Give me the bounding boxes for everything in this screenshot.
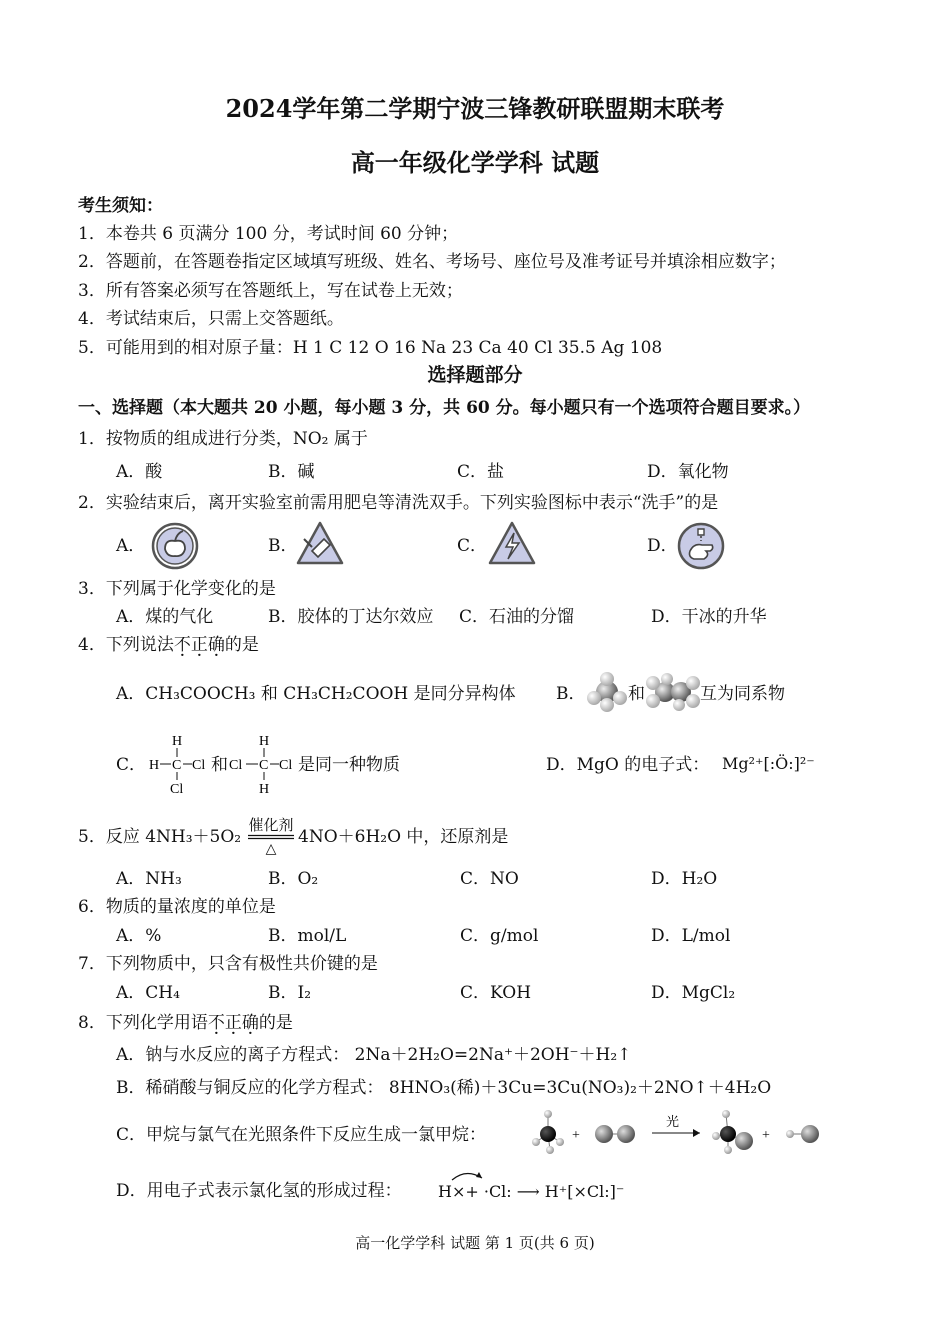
svg-text:C: C — [259, 758, 269, 773]
q7-option-b: B．I₂ — [268, 983, 312, 1003]
notice-heading: 考生须知： — [78, 196, 163, 216]
dichloromethane-structure-1 — [146, 732, 210, 798]
q4-option-b-and: 和 — [628, 684, 645, 704]
q8-option-c: C．甲烷与氯气在光照条件下反应生成一氯甲烷： — [116, 1125, 487, 1145]
q4-option-d: D．MgO 的电子式： — [546, 755, 710, 775]
q1-option-c: C．盐 — [457, 462, 505, 482]
q7-stem: 7．下列物质中，只含有极性共价键的是 — [78, 954, 378, 974]
apple-eating-icon — [150, 521, 200, 571]
notice-item: 1．本卷共 6 页满分 100 分，考试时间 60 分钟； — [78, 224, 459, 244]
q1-stem: 1．按物质的组成进行分类，NO₂ 属于 — [78, 429, 368, 449]
svg-text:H: H — [259, 782, 270, 797]
q2-stem: 2．实验结束后，离开实验室前需用肥皂等清洗双手。下列实验图标中表示“洗手”的是 — [78, 493, 719, 513]
q4-option-c-prefix: C． — [116, 755, 147, 775]
exam-title: 2024学年第二学期宁波三锋教研联盟期末联考 — [225, 94, 725, 123]
q3-option-d: D．干冰的升华 — [651, 607, 767, 627]
svg-text:Cl: Cl — [170, 782, 184, 797]
q5-option-b: B．O₂ — [268, 869, 319, 889]
q3-option-c: C．石油的分馏 — [459, 607, 575, 627]
svg-text:H: H — [149, 758, 160, 773]
q5-stem-prefix: 5．反应 4NH₃＋5O₂ — [78, 827, 242, 847]
notice-item: 3．所有答案必须写在答题纸上，写在试卷上无效； — [78, 281, 463, 301]
q4-option-b-suffix: 互为同系物 — [700, 684, 785, 704]
section-title: 选择题部分 — [427, 364, 523, 386]
q7-option-d: D．MgCl₂ — [651, 983, 736, 1003]
q6-option-d: D．L/mol — [651, 926, 731, 946]
q4-option-c-and: 和 — [211, 755, 228, 775]
q8-option-a: A．钠与水反应的离子方程式： 2Na＋2H₂O=2Na⁺＋2OH⁻＋H₂↑ — [116, 1045, 632, 1065]
mgo-electron-formula: Mg²⁺[:Ö:]²⁻ — [722, 754, 815, 773]
svg-text:H: H — [172, 734, 183, 749]
q3-option-a: A．煤的气化 — [116, 607, 214, 627]
q4-option-c-suffix: 是同一种物质 — [298, 755, 400, 775]
q3-stem: 3．下列属于化学变化的是 — [78, 579, 276, 599]
notice-item: 5．可能用到的相对原子量：H 1 C 12 O 16 Na 23 Ca 40 Cl 35.5 Ag 108 — [78, 338, 663, 358]
svg-text:Cl: Cl — [192, 758, 206, 773]
hcl-formation-formula: H×+ ·Cl: ⟶ H⁺[×Cl:]⁻ — [438, 1182, 625, 1201]
svg-text:+: + — [762, 1128, 770, 1143]
notice-item: 4．考试结束后，只需上交答题纸。 — [78, 309, 344, 329]
methane-ball-model-icon — [585, 670, 629, 714]
q5-option-a: A．NH₃ — [116, 869, 182, 889]
svg-text:C: C — [172, 758, 182, 773]
q8-stem: 8．下列化学用语不正确的是 — [78, 1013, 293, 1033]
exam-subtitle: 高一年级化学学科 试题 — [350, 148, 600, 177]
q6-option-a: A．% — [116, 926, 162, 946]
sharp-object-warning-icon — [294, 519, 346, 569]
q6-option-b: B．mol/L — [268, 926, 347, 946]
q1-option-b: B．碱 — [268, 462, 315, 482]
q7-option-a: A．CH₄ — [116, 983, 180, 1003]
q4-stem: 4．下列说法不正确的是 — [78, 635, 259, 655]
q6-stem: 6．物质的量浓度的单位是 — [78, 897, 276, 917]
q5-option-d: D．H₂O — [651, 869, 718, 889]
q4-option-b-prefix: B． — [556, 684, 586, 704]
svg-text:光: 光 — [666, 1115, 680, 1130]
q5-stem-suffix: 4NO＋6H₂O 中，还原剂是 — [298, 827, 509, 847]
electric-hazard-icon — [486, 519, 538, 569]
q1-option-d: D．氧化物 — [647, 462, 729, 482]
q7-option-c: C．KOH — [460, 983, 532, 1003]
q5-heat-symbol: △ — [265, 841, 277, 857]
q2-option-a: A． — [116, 536, 146, 556]
methane-chlorination-ball-diagram — [528, 1106, 828, 1158]
q5-catalyst-label: 催化剂 — [248, 816, 294, 834]
q3-option-b: B．胶体的丁达尔效应 — [268, 607, 434, 627]
svg-text:+: + — [572, 1128, 580, 1143]
q4-option-a: A．CH₃COOCH₃ 和 CH₃CH₂COOH 是同分异构体 — [116, 684, 516, 704]
q5-option-c: C．NO — [460, 869, 519, 889]
part-heading: 一、选择题（本大题共 20 小题，每小题 3 分，共 60 分。每小题只有一个选项符合题目要求。） — [78, 398, 811, 418]
q2-option-c: C． — [457, 536, 488, 556]
svg-text:Cl: Cl — [229, 758, 243, 773]
q2-option-b: B． — [268, 536, 298, 556]
svg-text:H: H — [259, 734, 270, 749]
notice-item: 2．答题前，在答题卷指定区域填写班级、姓名、考场号、座位号及准考证号并填涂相应数字； — [78, 252, 786, 272]
svg-text:Cl: Cl — [279, 758, 293, 773]
q8-option-d: D．用电子式表示氯化氢的形成过程： — [116, 1181, 402, 1201]
hand-washing-icon — [676, 521, 726, 571]
q1-option-a: A．酸 — [116, 462, 163, 482]
electron-transfer-curved-arrow — [446, 1168, 496, 1182]
q8-option-b: B．稀硝酸与铜反应的化学方程式： 8HNO₃(稀)＋3Cu=3Cu(NO₃)₂＋2NO↑＋4H₂O — [116, 1078, 772, 1098]
dichloromethane-structure-2 — [228, 732, 298, 798]
q2-option-d: D． — [647, 536, 678, 556]
ethane-ball-model-icon — [645, 670, 701, 714]
page-footer: 高一化学学科 试题 第 1 页(共 6 页) — [355, 1234, 595, 1252]
q6-option-c: C．g/mol — [460, 926, 539, 946]
